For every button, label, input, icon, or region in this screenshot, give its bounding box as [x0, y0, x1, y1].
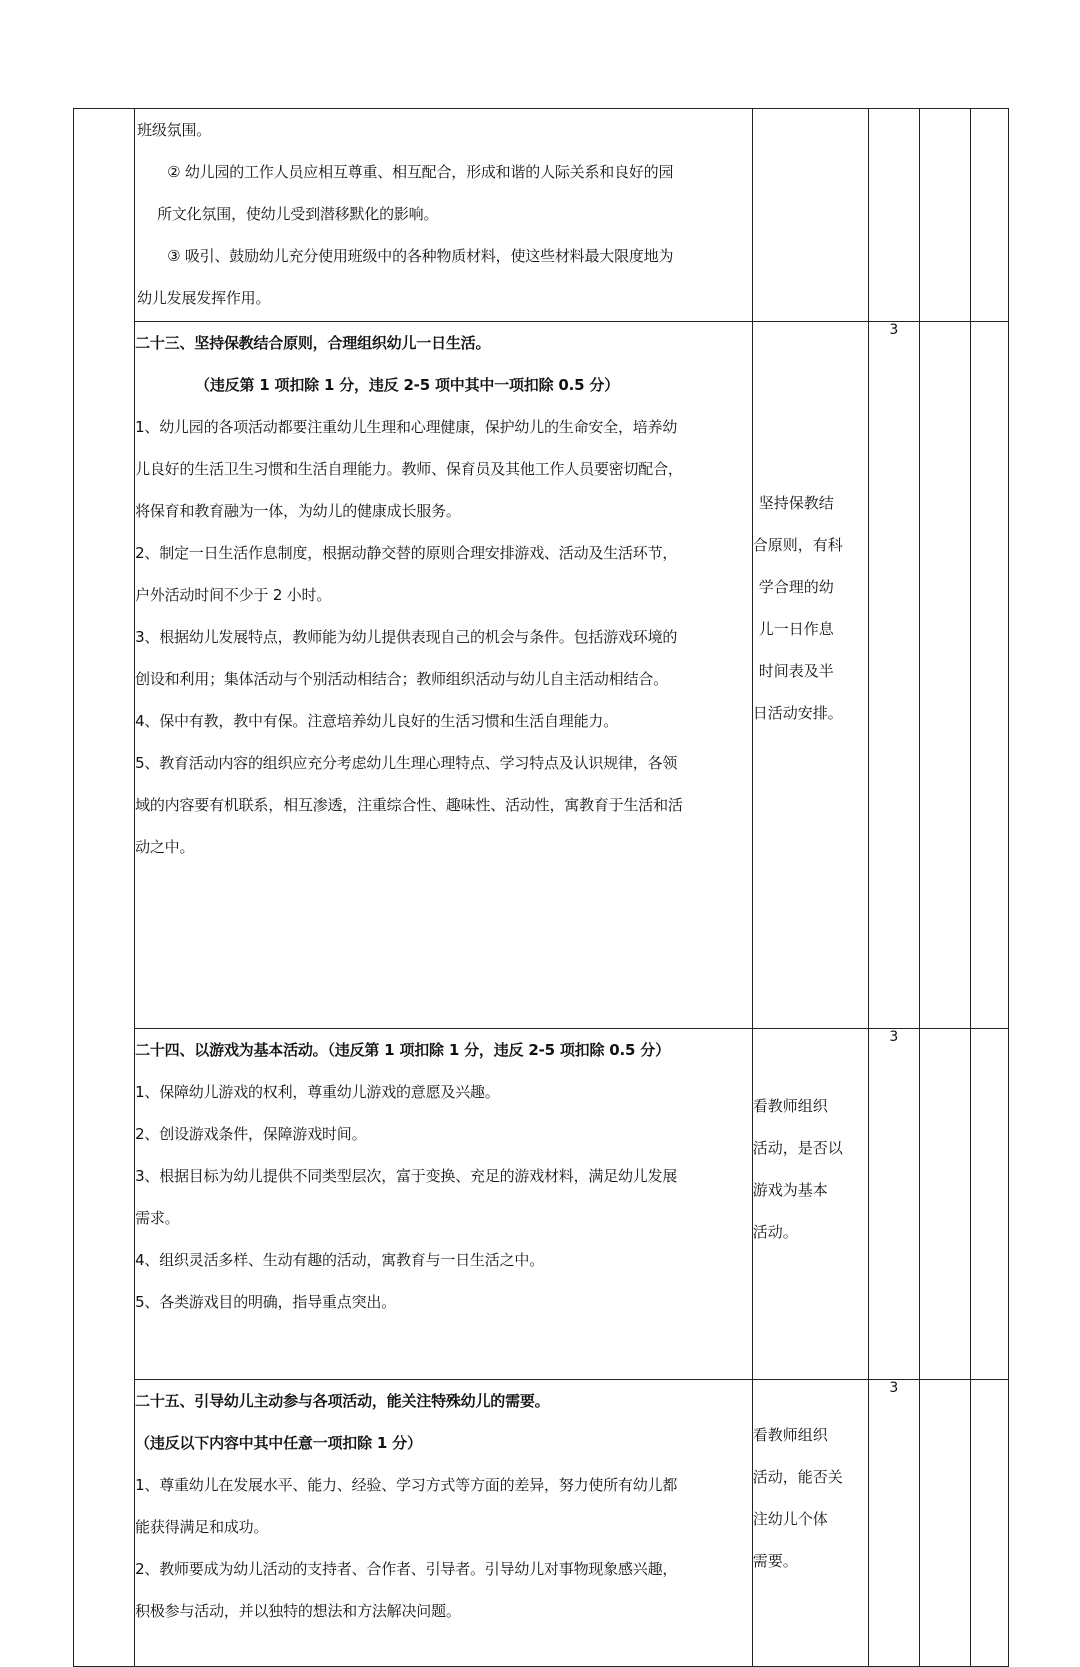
criteria-line: 1、保障幼儿游戏的权利，尊重幼儿游戏的意愿及兴趣。 — [135, 1083, 500, 1101]
method-line: 时间表及半 — [758, 662, 834, 680]
remark-cell — [970, 322, 1008, 1029]
criteria-line: 1、幼儿园的各项活动都要注重幼儿生理和心理健康，保护幼儿的生命安全，培养幼 — [135, 418, 678, 436]
criteria-cell — [135, 1380, 753, 1667]
remark-cell — [970, 1029, 1008, 1380]
criteria-cell — [135, 1029, 753, 1380]
method-line: 看教师组织 — [752, 1426, 828, 1444]
method-line: 儿一日作息 — [758, 620, 834, 638]
criteria-line: 5、教育活动内容的组织应充分考虑幼儿生理心理特点、学习特点及认识规律，各领 — [135, 754, 678, 772]
table-row — [74, 109, 1009, 322]
result-cell — [919, 109, 970, 322]
method-line: 活动，是否以 — [752, 1139, 843, 1157]
method-cell — [752, 109, 868, 322]
item-title: 二十四、以游戏为基本活动。（违反第 1 项扣除 1 分，违反 2-5 项扣除 0.5 分） — [135, 1041, 670, 1059]
criteria-line: 5、各类游戏目的明确，指导重点突出。 — [135, 1293, 397, 1311]
criteria-line: 3、根据目标为幼儿提供不同类型层次，富于变换、充足的游戏材料，满足幼儿发展 — [135, 1167, 678, 1185]
criteria-line: 域的内容要有机联系，相互渗透，注重综合性、趣味性、活动性，寓教育于生活和活 — [135, 796, 683, 814]
method-line: 看教师组织 — [752, 1097, 828, 1115]
method-line: 活动。 — [752, 1223, 798, 1241]
method-cell — [752, 1029, 868, 1380]
criteria-line: 户外活动时间不少于 2 小时。 — [135, 586, 332, 604]
method-cell — [752, 1380, 868, 1667]
criteria-line: 动之中。 — [135, 838, 195, 856]
method-cell — [752, 322, 868, 1029]
result-cell — [919, 1380, 970, 1667]
method-line: 合原则，有科 — [752, 536, 843, 554]
table-row — [74, 1380, 1009, 1667]
criteria-line: 4、组织灵活多样、生动有趣的活动，寓教育与一日生活之中。 — [135, 1251, 545, 1269]
criteria-line: 能获得满足和成功。 — [135, 1518, 269, 1536]
method-line: 注幼儿个体 — [752, 1510, 828, 1528]
score-cell: 3 — [868, 1380, 919, 1667]
method-line: 游戏为基本 — [752, 1181, 828, 1199]
item-subtitle: （违反以下内容中其中任意一项扣除 1 分） — [135, 1434, 422, 1452]
criteria-line: ③ 吸引、鼓励幼儿充分使用班级中的各种物质材料，使这些材料最大限度地为 — [167, 247, 674, 265]
criteria-line: ② 幼儿园的工作人员应相互尊重、相互配合，形成和谐的人际关系和良好的园 — [167, 163, 674, 181]
item-title: 二十五、引导幼儿主动参与各项活动，能关注特殊幼儿的需要。 — [135, 1392, 550, 1410]
criteria-line: 4、保中有教，教中有保。注意培养幼儿良好的生活习惯和生活自理能力。 — [135, 712, 619, 730]
category-cell — [74, 109, 135, 1667]
criteria-line: 需求。 — [135, 1209, 180, 1227]
item-title: 二十三、坚持保教结合原则，合理组织幼儿一日生活。 — [135, 334, 491, 352]
score-cell: 3 — [868, 322, 919, 1029]
score-cell — [868, 109, 919, 322]
criteria-line: 3、根据幼儿发展特点，教师能为幼儿提供表现自己的机会与条件。包括游戏环境的 — [135, 628, 678, 646]
table-row — [74, 322, 1009, 1029]
criteria-line: 1、尊重幼儿在发展水平、能力、经验、学习方式等方面的差异，努力使所有幼儿都 — [135, 1476, 678, 1494]
criteria-line: 2、教师要成为幼儿活动的支持者、合作者、引导者。引导幼儿对事物现象感兴趣， — [135, 1560, 678, 1578]
criteria-line: 班级氛围。 — [137, 121, 212, 139]
criteria-line: 积极参与活动，并以独特的想法和方法解决问题。 — [135, 1602, 461, 1620]
result-cell — [919, 322, 970, 1029]
item-subtitle: （违反第 1 项扣除 1 分，违反 2-5 项中其中一项扣除 0.5 分） — [195, 376, 619, 394]
remark-cell — [970, 1380, 1008, 1667]
criteria-cell — [135, 109, 753, 322]
table-row — [74, 1029, 1009, 1380]
method-line: 学合理的幼 — [758, 578, 834, 596]
score-cell: 3 — [868, 1029, 919, 1380]
criteria-cell — [135, 322, 753, 1029]
criteria-line: 儿良好的生活卫生习惯和生活自理能力。教师、保育员及其他工作人员要密切配合， — [135, 460, 683, 478]
method-line: 日活动安排。 — [752, 704, 843, 722]
criteria-line: 将保育和教育融为一体，为幼儿的健康成长服务。 — [135, 502, 461, 520]
assessment-table — [73, 108, 1009, 1667]
criteria-line: 创设和利用；集体活动与个别活动相结合；教师组织活动与幼儿自主活动相结合。 — [135, 670, 668, 688]
criteria-line: 2、创设游戏条件，保障游戏时间。 — [135, 1125, 367, 1143]
method-line: 活动，能否关 — [752, 1468, 843, 1486]
remark-cell — [970, 109, 1008, 322]
criteria-line: 幼儿发展发挥作用。 — [137, 289, 271, 307]
criteria-line: 2、制定一日生活作息制度，根据动静交替的原则合理安排游戏、活动及生活环节， — [135, 544, 678, 562]
result-cell — [919, 1029, 970, 1380]
criteria-line: 所文化氛围，使幼儿受到潜移默化的影响。 — [157, 205, 439, 223]
method-line: 需要。 — [752, 1552, 798, 1570]
method-line: 坚持保教结 — [758, 494, 834, 512]
